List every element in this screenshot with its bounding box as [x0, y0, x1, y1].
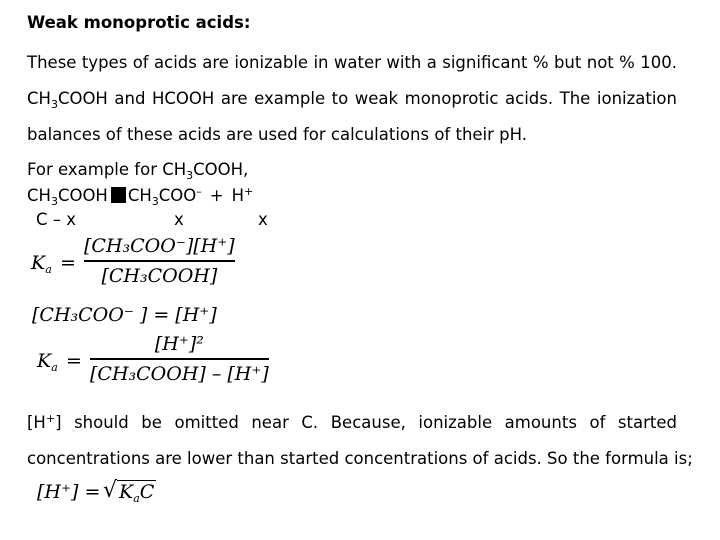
text-run: COOH,	[193, 160, 249, 179]
paragraph-line: balances of these acids are used for calculations of their pH.	[27, 125, 528, 144]
text-run: K	[119, 481, 134, 503]
reaction-equation	[27, 186, 253, 206]
text-run: For example for CH	[27, 160, 187, 179]
equilibrium-arrow-icon	[111, 187, 126, 203]
reactant	[27, 186, 108, 208]
concentration-x: x	[258, 210, 268, 229]
superscript: +	[244, 185, 254, 198]
ka-symbol	[37, 350, 58, 372]
text-run: ] should be omitted near C. Because, ionizable amounts of started	[55, 413, 677, 432]
example-line	[27, 160, 248, 180]
text-run: CH	[27, 89, 51, 108]
text-run: C	[139, 481, 155, 503]
square-root	[103, 478, 156, 503]
fraction-numerator: [H⁺]²	[154, 333, 204, 355]
product-cation	[232, 186, 254, 205]
ka-fraction	[84, 234, 235, 288]
radical-sign: √	[103, 478, 118, 503]
equality-equation: [CH₃COO⁻ ] = [H⁺]	[32, 304, 217, 326]
ka-symbol	[31, 252, 52, 274]
paragraph-line	[27, 413, 677, 433]
subscript: 3	[151, 195, 159, 208]
equals-sign: =	[60, 252, 76, 274]
text-run: K	[31, 252, 46, 274]
equals-sign: =	[66, 350, 82, 372]
subscript: 3	[50, 98, 58, 111]
paragraph-line	[27, 89, 677, 109]
plus-sign: +	[209, 186, 224, 205]
fraction-denominator: [CH₃COOH]	[101, 264, 218, 287]
section-title: Weak monoprotic acids:	[27, 13, 251, 32]
concentration-c-minus-x: C – x	[36, 210, 77, 229]
subscript: 3	[50, 195, 58, 208]
subscript: 3	[186, 169, 194, 182]
text-run: CH	[27, 186, 51, 205]
radicand	[117, 480, 156, 503]
text-run: COO	[158, 186, 197, 205]
hydrogen-ion-lhs: [H⁺] =	[37, 481, 101, 503]
paragraph-line: concentrations are lower than started concentrations of acids. So the formula is;	[27, 449, 693, 468]
fraction-denominator: [CH₃COOH] – [H⁺]	[90, 362, 269, 385]
superscript: +	[45, 412, 56, 425]
text-run: K	[37, 350, 52, 372]
product-anion	[127, 185, 202, 208]
text-run: [H	[27, 413, 46, 432]
subscript: a	[133, 492, 140, 505]
text-run: COOH	[57, 186, 108, 205]
fraction-numerator: [CH₃COO⁻][H⁺]	[84, 235, 235, 257]
paragraph-line: These types of acids are ionizable in water with a significant % but not % 100.	[27, 53, 677, 72]
fraction-bar	[84, 260, 235, 262]
concentration-x: x	[174, 210, 184, 229]
text-run: H	[231, 186, 245, 205]
text-run: CH	[127, 186, 152, 205]
text-run: COOH and HCOOH are example to weak monoprotic acids. The ionization	[57, 89, 677, 108]
subscript: a	[51, 361, 58, 374]
ka-fraction	[90, 332, 269, 386]
fraction-bar	[90, 358, 269, 360]
subscript: a	[45, 263, 52, 276]
superscript: –	[196, 185, 202, 198]
